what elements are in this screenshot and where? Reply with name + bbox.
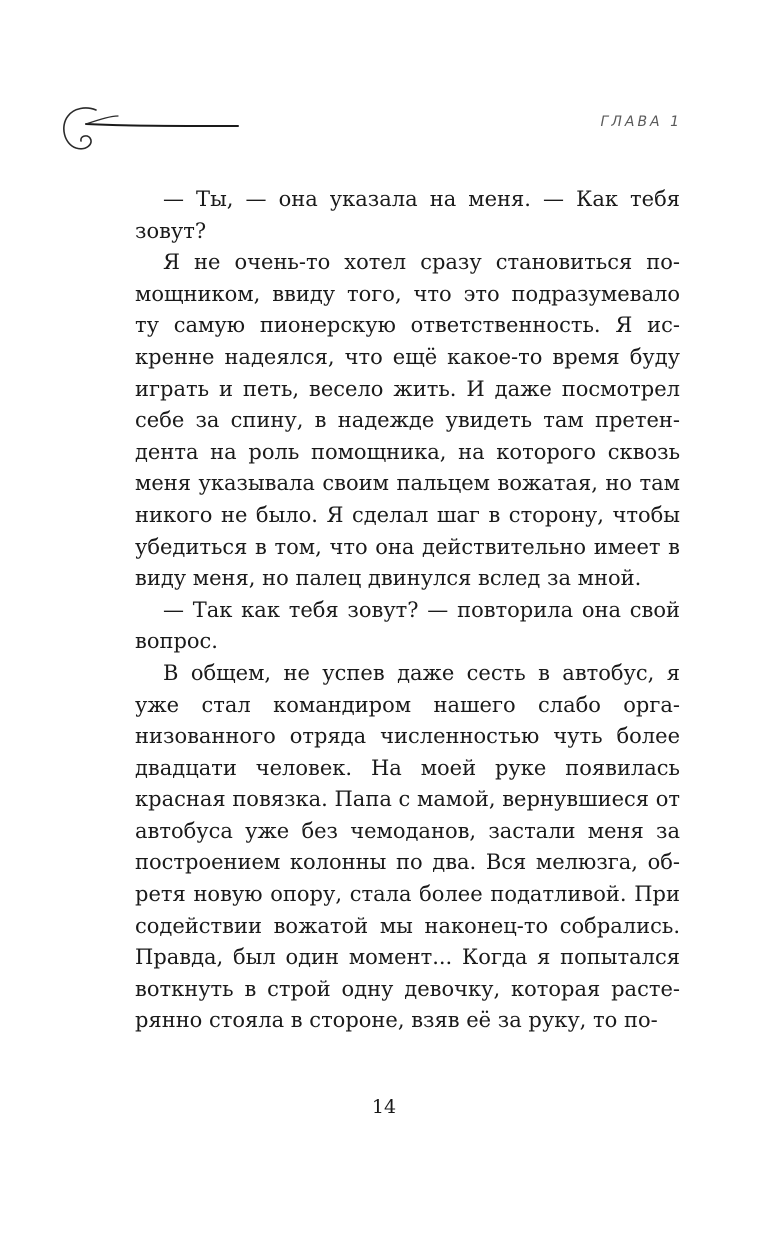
paragraph: — Ты, — она указала на меня. — Как тебя зовут?	[135, 187, 680, 243]
running-head: ГЛАВА 1	[600, 114, 682, 130]
paragraph: В общем, не успев даже сесть в автобус, я уже стал командиром нашего слабо организованного отряда численностью чуть более двадцати человек. На моей руке появилась красная повязка. Папа с мамой, вернувшиеся от автобуса уже без чемоданов, застали меня за построением колонны по два. Вся мелюзга, обретя новую опору, стала более податливой. При содействии вожатой мы наконец-то собрались. Правда, был один момент... Когда я попытался воткнуть в строй одну девочку, которая растерянно стояла в стороне, взяв её за руку, то по-	[135, 660, 680, 1033]
page-number: 14	[371, 1096, 397, 1118]
chapter-ornament	[56, 104, 246, 164]
paragraph: — Так как тебя зовут? — повторила она свой вопрос.	[135, 597, 680, 654]
body-text	[135, 184, 680, 1037]
paragraph: Я не очень-то хотел сразу становиться помощником, ввиду того, что это подразумевало ту самую пионерскую ответственность. Я искренне надеялся, что ещё какое-то время буду играть и петь, весело жить. И даже посмотрел себе за спину, в надежде увидеть там претендента на роль помощника, на которого сквозь меня указывала своим пальцем вожатая, но там никого не было. Я сделал шаг в сторону, чтобы убедиться в том, что она действительно имеет в виду меня, но палец двинулся вслед за мной.	[135, 250, 680, 591]
